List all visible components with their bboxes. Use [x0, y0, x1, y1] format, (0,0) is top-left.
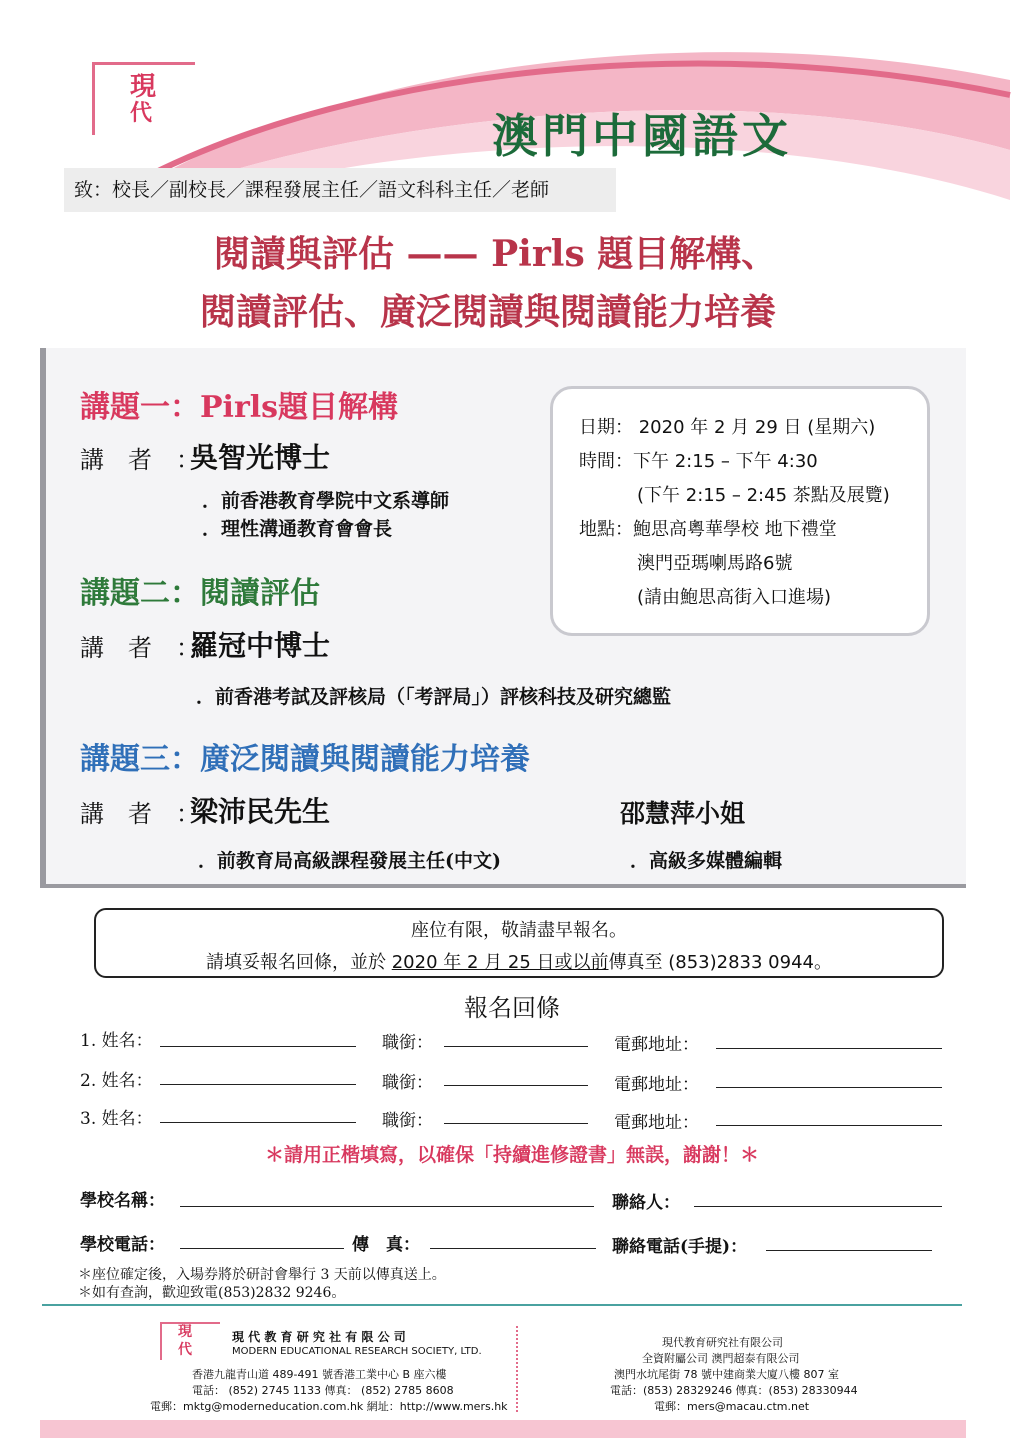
row-3-post-label: 職銜： — [382, 1111, 433, 1131]
row-1-post-field[interactable] — [444, 1046, 588, 1047]
row-1-email-label: 電郵地址： — [614, 1035, 699, 1055]
footer-logo-text-2: 代 — [178, 1342, 192, 1358]
form-title: 報名回條 — [464, 994, 560, 1022]
topic-3-bullet-1: ．前教育局高級課程發展主任(中文) — [198, 850, 501, 872]
event-address: 澳門亞瑪喇馬路6號 — [637, 553, 793, 574]
row-1-name-field[interactable] — [160, 1046, 356, 1047]
contact-field[interactable] — [694, 1206, 942, 1207]
event-venue: 地點：鮑思高粵華學校 地下禮堂 — [579, 519, 837, 540]
footer-right-email: 電郵：mers@macau.ctm.net — [654, 1400, 810, 1413]
topic-1-speaker: 吳智光博士 — [190, 441, 331, 474]
event-time: 時間：下午 2:15 – 下午 4:30 — [579, 451, 818, 472]
footer-divider — [516, 1326, 518, 1412]
footer-pink-bar — [40, 1420, 966, 1438]
row-2-email-field[interactable] — [716, 1087, 942, 1088]
topic-3-heading: 講題三：廣泛閱讀與閱讀能力培養 — [80, 742, 530, 777]
topic-2-speaker-label: 講者： — [80, 634, 224, 662]
footer-right-company: 現代教育研究社有限公司 — [662, 1336, 783, 1349]
row-1-name-label: 1. 姓名： — [80, 1031, 153, 1051]
footer-right-phone: 電話：(853) 28329246 傳真：(853) 28330944 — [610, 1384, 858, 1397]
footer-left-contact: 電郵：mktg@moderneducation.com.hk 網址：http://www.mers.hk — [150, 1400, 508, 1413]
brand-logo — [92, 62, 196, 134]
registration-notice — [94, 908, 944, 978]
school-phone-field[interactable] — [180, 1248, 344, 1249]
row-3-email-label: 電郵地址： — [614, 1113, 699, 1133]
event-date: 日期： 2020 年 2 月 29 日 (星期六) — [579, 417, 876, 438]
footer-right-subsidiary: 全資附屬公司 澳門超泰有限公司 — [642, 1352, 800, 1365]
topic-3-speaker-2: 邵慧萍小姐 — [620, 799, 746, 828]
footer-separator — [42, 1304, 962, 1306]
row-2-name-label: 2. 姓名： — [80, 1071, 153, 1091]
main-title-line2: 閱讀評估、廣泛閱讀與閱讀能力培養 — [200, 291, 777, 333]
footer-left-phone: 電話： (852) 2745 1133 傳真： (852) 2785 8608 — [192, 1384, 454, 1397]
topic-1-speaker-label: 講者： — [80, 446, 224, 474]
mobile-field[interactable] — [766, 1250, 932, 1251]
footnote-2: ＊如有查詢，歡迎致電(853)2832 9246。 — [78, 1285, 346, 1301]
fax-field[interactable] — [430, 1248, 596, 1249]
topic-3-speaker-label: 講者： — [80, 800, 224, 828]
topic-2-heading: 講題二：閱讀評估 — [80, 576, 320, 611]
footer-right-address: 澳門水坑尾街 78 號中建商業大廈八樓 807 室 — [614, 1368, 839, 1381]
handwriting-warning: ＊請用正楷填寫，以確保「持續進修證書」無誤，謝謝！＊ — [264, 1144, 759, 1166]
school-name-field[interactable] — [180, 1206, 594, 1207]
event-info-box — [550, 386, 930, 636]
row-1-email-field[interactable] — [716, 1048, 942, 1049]
row-1-post-label: 職銜： — [382, 1033, 433, 1053]
footer-logo-text-1: 現 — [178, 1324, 192, 1340]
logo-text-2: 代 — [130, 100, 153, 126]
row-2-name-field[interactable] — [160, 1084, 356, 1085]
school-phone-label: 學校電話： — [80, 1235, 165, 1255]
topic-3-bullet-2: ．高級多媒體編輯 — [630, 850, 783, 872]
topic-2-bullet-1: ．前香港考試及評核局（「考評局」）評核科技及研究總監 — [196, 686, 672, 708]
topic-1-bullet-1: ．前香港教育學院中文系導師 — [202, 490, 450, 512]
row-2-email-label: 電郵地址： — [614, 1075, 699, 1095]
topic-2-speaker: 羅冠中博士 — [190, 629, 331, 662]
footer-left-company-en: MODERN EDUCATIONAL RESEARCH SOCIETY, LTD. — [232, 1346, 482, 1357]
recipients-line: 致：校長／副校長／課程發展主任／語文科科主任／老師 — [64, 168, 616, 212]
event-time-note: (下午 2:15 – 2:45 茶點及展覽) — [637, 485, 890, 506]
fax-label: 傳 真： — [352, 1235, 420, 1255]
notice-deadline: 2020 年 2 月 25 日或以前 — [391, 952, 609, 973]
school-name-label: 學校名稱： — [80, 1191, 165, 1211]
contact-label: 聯絡人： — [612, 1193, 680, 1213]
notice-line-2 — [96, 948, 942, 974]
notice-line-2-post: 傳真至 (853)2833 0944。 — [608, 952, 832, 973]
notice-line-1: 座位有限，敬請盡早報名。 — [411, 920, 627, 941]
topic-1-heading: 講題一：Pirls題目解構 — [80, 390, 399, 425]
topic-3-speaker: 梁沛民先生 — [190, 795, 331, 828]
row-3-name-label: 3. 姓名： — [80, 1109, 153, 1129]
publication-title: 澳門中國語文 — [492, 109, 792, 163]
row-3-name-field[interactable] — [160, 1122, 356, 1123]
main-title-line1: 閱讀與評估 —— Pirls 題目解構、 — [214, 233, 778, 275]
mobile-label: 聯絡電話(手提)： — [612, 1237, 748, 1257]
event-entrance: (請由鮑思高街入口進場) — [637, 587, 832, 608]
row-3-email-field[interactable] — [716, 1125, 942, 1126]
row-3-post-field[interactable] — [444, 1123, 588, 1124]
footer-left-address: 香港九龍青山道 489-491 號香港工業中心 B 座六樓 — [192, 1368, 447, 1381]
footnote-1: ＊座位確定後，入場券將於研討會舉行 3 天前以傳真送上。 — [78, 1267, 446, 1283]
row-2-post-field[interactable] — [444, 1085, 588, 1086]
footer-left-company-zh: 現 代 教 育 研 究 社 有 限 公 司 — [232, 1330, 406, 1344]
notice-line-2-pre: 請填妥報名回條，並於 — [206, 952, 392, 973]
footer-logo — [160, 1322, 220, 1360]
logo-text-1: 現 — [130, 72, 157, 102]
topic-1-bullet-2: ．理性溝通教育會會長 — [202, 518, 393, 540]
row-2-post-label: 職銜： — [382, 1073, 433, 1093]
